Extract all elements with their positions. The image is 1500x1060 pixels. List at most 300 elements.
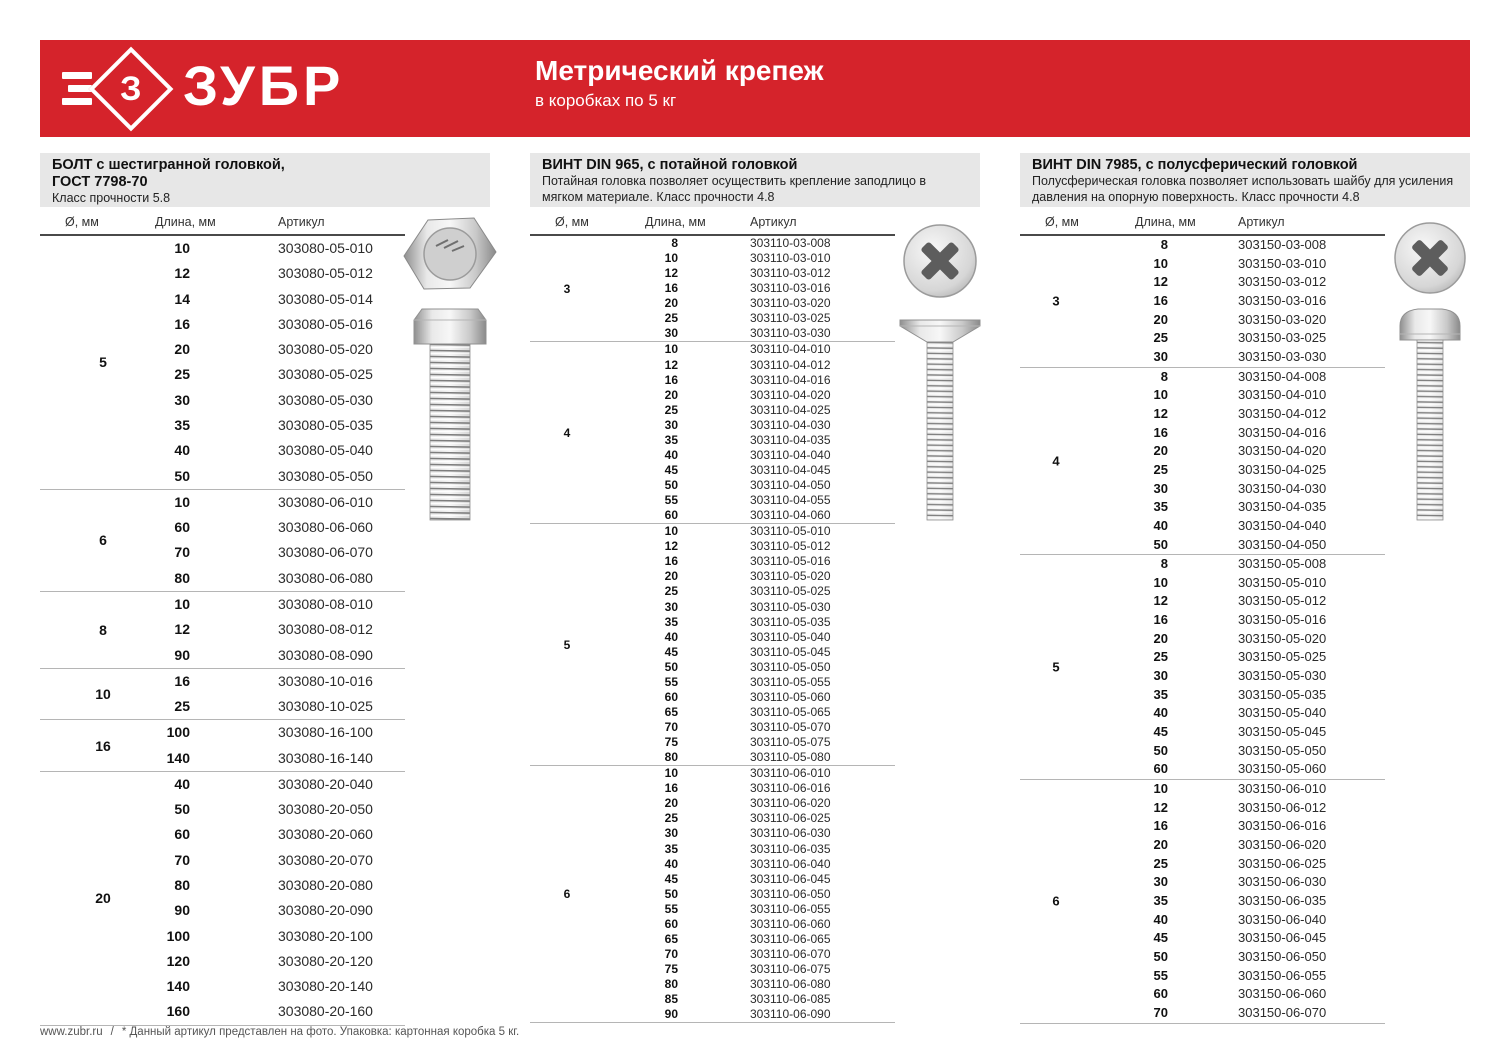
col-header-diameter: Ø, мм xyxy=(65,215,99,229)
col-header-diameter: Ø, мм xyxy=(555,215,589,229)
article-value: 303150-03-016 xyxy=(1238,292,1327,308)
length-value: 100 xyxy=(166,927,190,944)
diameter-group xyxy=(1020,236,1385,367)
article-value: 303110-05-060 xyxy=(750,689,831,704)
table-row xyxy=(530,584,895,599)
table-row xyxy=(530,251,895,266)
table-row xyxy=(530,433,895,448)
group-rows xyxy=(530,342,895,523)
table-row xyxy=(1020,817,1385,836)
article-value: 303110-05-040 xyxy=(750,629,831,644)
page-title-block xyxy=(535,55,823,112)
length-value: 16 xyxy=(1153,424,1168,440)
diameter-value: 6 xyxy=(1052,893,1060,909)
length-value: 25 xyxy=(1153,855,1168,871)
article-value: 303110-06-035 xyxy=(750,841,831,856)
table-row xyxy=(1020,329,1385,348)
length-value: 12 xyxy=(664,357,678,372)
table-row xyxy=(1020,498,1385,517)
group-rows xyxy=(40,669,405,720)
article-value: 303080-16-100 xyxy=(278,724,373,741)
table-row xyxy=(1020,368,1385,387)
article-value: 303110-04-055 xyxy=(750,493,831,508)
length-value: 50 xyxy=(174,801,190,818)
article-value: 303110-06-075 xyxy=(750,962,831,976)
group-rows xyxy=(1020,555,1385,779)
table-row xyxy=(40,746,405,771)
length-value: 10 xyxy=(664,766,678,781)
group-rows xyxy=(40,772,405,1025)
diameter-group xyxy=(40,236,405,489)
table-row xyxy=(40,999,405,1024)
article-value: 303150-05-050 xyxy=(1238,742,1327,758)
length-value: 12 xyxy=(174,621,190,638)
footer-url: www.zubr.ru xyxy=(40,1026,103,1038)
diameter-group xyxy=(530,765,895,1022)
diameter-group xyxy=(1020,779,1385,1023)
length-value: 35 xyxy=(1153,499,1168,515)
section-title: ВИНТ DIN 7985, с полусферический головкой xyxy=(1032,157,1358,173)
table-row xyxy=(1020,442,1385,461)
table-row xyxy=(530,493,895,508)
table-row xyxy=(1020,386,1385,405)
article-value: 303150-06-010 xyxy=(1238,781,1327,797)
group-rows xyxy=(1020,780,1385,1023)
product-photo xyxy=(1380,216,1480,528)
table-row xyxy=(530,524,895,539)
col-header-article: Артикул xyxy=(278,215,325,229)
product-photo xyxy=(400,216,500,528)
table-body xyxy=(530,236,895,1023)
article-value: 303080-20-100 xyxy=(278,927,373,944)
length-value: 45 xyxy=(1153,724,1168,740)
table-row xyxy=(1020,536,1385,555)
length-value: 20 xyxy=(1153,311,1168,327)
table-row xyxy=(40,566,405,591)
table-row xyxy=(530,630,895,645)
length-value: 70 xyxy=(664,720,678,734)
article-value: 303080-05-030 xyxy=(278,391,373,408)
length-value: 40 xyxy=(664,629,678,644)
table-row xyxy=(1020,760,1385,779)
logo-diamond-icon: З xyxy=(89,46,174,131)
diameter-group xyxy=(40,668,405,720)
article-value: 303110-04-016 xyxy=(750,372,831,387)
article-value: 303080-06-010 xyxy=(278,493,373,510)
table-row xyxy=(530,554,895,569)
article-value: 303110-04-030 xyxy=(750,417,831,432)
section-description: Полусферическая головка позволяет использовать шайбу для усиления давления на опорную поверхность. Класс прочности 4.8 xyxy=(1032,174,1454,204)
length-value: 75 xyxy=(664,735,678,750)
length-value: 40 xyxy=(1153,517,1168,533)
table-row xyxy=(40,337,405,362)
article-value: 303110-05-012 xyxy=(750,539,831,554)
page-title: Метрический крепеж xyxy=(535,55,824,86)
length-value: 45 xyxy=(664,871,678,886)
length-value: 12 xyxy=(664,266,678,281)
table-row xyxy=(530,326,895,341)
table-row xyxy=(1020,929,1385,948)
article-value: 303150-04-012 xyxy=(1238,405,1327,421)
table-row xyxy=(530,281,895,296)
article-value: 303080-20-050 xyxy=(278,801,373,818)
length-value: 30 xyxy=(1153,348,1168,364)
length-value: 50 xyxy=(664,659,678,674)
article-value: 303150-03-010 xyxy=(1238,255,1327,271)
table-row xyxy=(40,312,405,337)
article-value: 303110-06-085 xyxy=(750,992,831,1007)
table-row xyxy=(40,720,405,745)
length-value: 35 xyxy=(174,416,190,433)
table-row xyxy=(40,592,405,617)
article-value: 303080-05-014 xyxy=(278,290,373,307)
diameter-value: 5 xyxy=(99,354,107,371)
article-value: 303110-05-010 xyxy=(750,524,831,539)
length-value: 85 xyxy=(664,992,678,1007)
col-header-diameter: Ø, мм xyxy=(1045,215,1079,229)
length-value: 12 xyxy=(1153,274,1168,290)
length-value: 20 xyxy=(1153,837,1168,852)
section-header xyxy=(40,153,490,207)
footer-note: * Данный артикул представлен на фото. Упаковка: картонная коробка 5 кг. xyxy=(121,1026,520,1038)
length-value: 10 xyxy=(664,524,678,539)
diameter-group xyxy=(530,236,895,341)
table-row xyxy=(530,826,895,841)
table-row xyxy=(40,515,405,540)
table-header-row xyxy=(40,209,405,236)
diameter-group xyxy=(530,523,895,765)
table-row xyxy=(530,1007,895,1022)
table-row xyxy=(530,615,895,630)
table-row xyxy=(40,617,405,642)
length-value: 160 xyxy=(166,1003,190,1020)
length-value: 80 xyxy=(174,569,190,586)
length-value: 40 xyxy=(1153,911,1168,927)
table-row xyxy=(1020,273,1385,292)
length-value: 16 xyxy=(664,554,678,569)
table-row xyxy=(1020,742,1385,761)
length-value: 8 xyxy=(1160,556,1168,572)
table-row xyxy=(1020,667,1385,686)
article-value: 303080-05-010 xyxy=(278,240,373,256)
article-value: 303110-06-040 xyxy=(750,856,831,871)
article-value: 303150-04-025 xyxy=(1238,461,1327,477)
table-row xyxy=(530,842,895,857)
article-value: 303110-04-045 xyxy=(750,462,831,477)
table-row xyxy=(1020,574,1385,593)
article-value: 303150-05-008 xyxy=(1238,556,1327,572)
article-value: 303150-06-045 xyxy=(1238,930,1327,946)
table-row xyxy=(1020,236,1385,255)
table-row xyxy=(530,311,895,326)
length-value: 25 xyxy=(1153,461,1168,477)
diameter-value: 4 xyxy=(1052,453,1060,469)
table-row xyxy=(40,924,405,949)
table-row xyxy=(530,977,895,992)
length-value: 40 xyxy=(664,447,678,462)
article-value: 303110-05-070 xyxy=(750,720,831,734)
article-value: 303110-05-080 xyxy=(750,750,831,765)
table-row xyxy=(530,478,895,493)
article-value: 303110-06-025 xyxy=(750,811,831,826)
article-value: 303080-10-025 xyxy=(278,698,373,715)
length-value: 50 xyxy=(1153,742,1168,758)
length-value: 50 xyxy=(664,478,678,492)
article-value: 303150-06-020 xyxy=(1238,837,1327,852)
length-value: 50 xyxy=(664,886,678,901)
length-value: 25 xyxy=(1153,649,1168,665)
table-row xyxy=(530,508,895,523)
table-row xyxy=(530,872,895,887)
table-row xyxy=(1020,686,1385,705)
article-value: 303080-20-090 xyxy=(278,902,373,919)
brand-wordmark: ЗУБР xyxy=(183,53,345,117)
table-row xyxy=(530,373,895,388)
article-value: 303080-08-010 xyxy=(278,595,373,612)
article-value: 303110-04-040 xyxy=(750,447,831,462)
table-row xyxy=(1020,480,1385,499)
table-row xyxy=(530,600,895,615)
table-row xyxy=(530,660,895,675)
article-value: 303150-04-040 xyxy=(1238,517,1327,533)
article-value: 303110-06-055 xyxy=(750,901,831,916)
length-value: 60 xyxy=(664,689,678,704)
table-row xyxy=(530,448,895,463)
table-row xyxy=(40,643,405,668)
article-value: 303150-04-008 xyxy=(1238,368,1327,384)
product-table xyxy=(40,209,405,1026)
length-value: 10 xyxy=(1153,387,1168,403)
table-row xyxy=(40,413,405,438)
article-value: 303080-05-040 xyxy=(278,442,373,459)
table-row xyxy=(1020,1004,1385,1023)
length-value: 12 xyxy=(1153,593,1168,609)
length-value: 20 xyxy=(1153,630,1168,646)
length-value: 25 xyxy=(664,811,678,826)
section-din7985 xyxy=(1020,153,1470,1026)
table-row xyxy=(40,949,405,974)
length-value: 60 xyxy=(174,826,190,843)
table-row xyxy=(40,873,405,898)
table-row xyxy=(40,438,405,463)
article-value: 303150-05-035 xyxy=(1238,686,1327,702)
table-row xyxy=(1020,780,1385,799)
article-value: 303150-05-016 xyxy=(1238,612,1327,628)
length-value: 60 xyxy=(1153,761,1168,777)
article-value: 303110-04-010 xyxy=(750,342,831,357)
article-value: 303110-03-010 xyxy=(750,251,831,266)
article-value: 303150-05-010 xyxy=(1238,574,1327,590)
length-value: 30 xyxy=(1153,480,1168,496)
article-value: 303150-06-070 xyxy=(1238,1004,1327,1020)
table-row xyxy=(530,675,895,690)
diameter-value: 3 xyxy=(563,281,571,296)
length-value: 65 xyxy=(664,931,678,946)
length-value: 40 xyxy=(174,775,190,792)
table-row xyxy=(530,902,895,917)
hex-bolt-photo xyxy=(400,216,500,528)
article-value: 303150-03-012 xyxy=(1238,274,1327,290)
table-row xyxy=(1020,873,1385,892)
diameter-value: 8 xyxy=(99,621,107,638)
table-row xyxy=(40,694,405,719)
table-row xyxy=(530,992,895,1007)
article-value: 303150-04-010 xyxy=(1238,387,1327,403)
article-value: 303110-05-050 xyxy=(750,659,831,674)
table-row xyxy=(530,811,895,826)
article-value: 303110-06-080 xyxy=(750,977,831,992)
table-row xyxy=(1020,723,1385,742)
article-value: 303150-06-050 xyxy=(1238,948,1327,964)
section-title: ВИНТ DIN 965, с потайной головкой xyxy=(542,157,798,173)
table-row xyxy=(530,569,895,584)
article-value: 303080-06-060 xyxy=(278,519,373,536)
length-value: 16 xyxy=(664,281,678,296)
table-row xyxy=(530,932,895,947)
article-value: 303110-03-020 xyxy=(750,296,831,311)
table-row xyxy=(1020,648,1385,667)
table-row xyxy=(40,848,405,873)
article-value: 303150-03-020 xyxy=(1238,311,1327,327)
length-value: 20 xyxy=(664,296,678,311)
table-row xyxy=(40,490,405,515)
length-value: 80 xyxy=(174,877,190,894)
table-body xyxy=(1020,236,1385,1024)
article-value: 303110-06-050 xyxy=(750,886,831,901)
table-row xyxy=(1020,704,1385,723)
article-value: 303110-05-075 xyxy=(750,735,831,750)
table-row xyxy=(1020,892,1385,911)
length-value: 8 xyxy=(1160,237,1168,252)
length-value: 45 xyxy=(1153,930,1168,946)
article-value: 303150-06-030 xyxy=(1238,874,1327,890)
diameter-group xyxy=(40,591,405,668)
length-value: 16 xyxy=(664,781,678,796)
length-value: 16 xyxy=(664,372,678,387)
length-value: 35 xyxy=(1153,892,1168,908)
length-value: 40 xyxy=(1153,705,1168,721)
length-value: 35 xyxy=(664,614,678,629)
length-value: 10 xyxy=(1153,574,1168,590)
sections xyxy=(40,153,1470,1026)
diameter-value: 6 xyxy=(99,532,107,549)
article-value: 303110-06-070 xyxy=(750,946,831,961)
table-row xyxy=(40,388,405,413)
length-value: 40 xyxy=(174,442,190,459)
article-value: 303110-06-065 xyxy=(750,931,831,946)
section-title: БОЛТ с шестигранной головкой, ГОСТ 7798-70 xyxy=(52,157,285,190)
article-value: 303150-06-012 xyxy=(1238,799,1327,815)
article-value: 303080-06-080 xyxy=(278,569,373,586)
table-row xyxy=(530,388,895,403)
article-value: 303150-06-016 xyxy=(1238,818,1327,834)
table-row xyxy=(530,781,895,796)
table-row xyxy=(40,464,405,489)
diameter-value: 16 xyxy=(95,737,111,754)
article-value: 303080-05-035 xyxy=(278,416,373,433)
article-value: 303150-05-025 xyxy=(1238,649,1327,665)
length-value: 140 xyxy=(166,978,190,995)
length-value: 70 xyxy=(664,946,678,961)
length-value: 140 xyxy=(166,749,190,766)
diameter-group xyxy=(40,489,405,591)
table-row xyxy=(1020,592,1385,611)
section-din965 xyxy=(530,153,980,1026)
table-row xyxy=(1020,461,1385,480)
product-table xyxy=(1020,209,1385,1024)
table-row xyxy=(40,540,405,565)
table-row xyxy=(530,796,895,811)
table-row xyxy=(40,287,405,312)
group-rows xyxy=(40,592,405,668)
table-row xyxy=(1020,255,1385,274)
diameter-group xyxy=(1020,367,1385,555)
group-rows xyxy=(530,236,895,341)
diameter-value: 4 xyxy=(563,425,571,440)
length-value: 80 xyxy=(664,977,678,992)
diameter-value: 5 xyxy=(563,637,571,652)
table-row xyxy=(1020,424,1385,443)
diameter-value: 10 xyxy=(95,686,111,703)
length-value: 70 xyxy=(1153,1004,1168,1020)
length-value: 12 xyxy=(1153,405,1168,421)
length-value: 30 xyxy=(1153,874,1168,890)
length-value: 90 xyxy=(174,902,190,919)
length-value: 60 xyxy=(664,916,678,931)
table-row xyxy=(530,887,895,902)
length-value: 35 xyxy=(664,432,678,447)
brand-header xyxy=(40,40,1470,137)
table-row xyxy=(1020,911,1385,930)
length-value: 50 xyxy=(1153,948,1168,964)
article-value: 303110-05-025 xyxy=(750,584,831,599)
table-row xyxy=(1020,555,1385,574)
length-value: 8 xyxy=(671,236,678,250)
table-row xyxy=(1020,517,1385,536)
group-rows xyxy=(1020,368,1385,555)
table-row xyxy=(1020,348,1385,367)
zubr-logo xyxy=(62,40,344,137)
article-value: 303080-05-016 xyxy=(278,315,373,332)
length-value: 16 xyxy=(1153,292,1168,308)
diameter-value: 3 xyxy=(1052,293,1060,309)
table-row xyxy=(40,797,405,822)
article-value: 303110-06-010 xyxy=(750,766,831,781)
article-value: 303150-05-040 xyxy=(1238,705,1327,721)
diameter-value: 6 xyxy=(563,887,571,902)
length-value: 30 xyxy=(174,391,190,408)
article-value: 303080-08-090 xyxy=(278,646,373,663)
length-value: 60 xyxy=(174,519,190,536)
table-row xyxy=(1020,948,1385,967)
table-row xyxy=(1020,836,1385,855)
group-rows xyxy=(40,720,405,771)
length-value: 50 xyxy=(1153,536,1168,552)
length-value: 10 xyxy=(1153,255,1168,271)
table-row xyxy=(1020,967,1385,986)
length-value: 30 xyxy=(664,417,678,432)
page-footer xyxy=(40,1026,519,1038)
article-value: 303110-04-060 xyxy=(750,508,831,523)
length-value: 12 xyxy=(664,539,678,554)
length-value: 55 xyxy=(664,493,678,508)
length-value: 10 xyxy=(174,493,190,510)
footer-separator: / xyxy=(110,1026,114,1038)
length-value: 80 xyxy=(664,750,678,765)
table-row xyxy=(40,822,405,847)
table-row xyxy=(40,236,405,261)
col-header-length: Длина, мм xyxy=(1135,215,1196,229)
